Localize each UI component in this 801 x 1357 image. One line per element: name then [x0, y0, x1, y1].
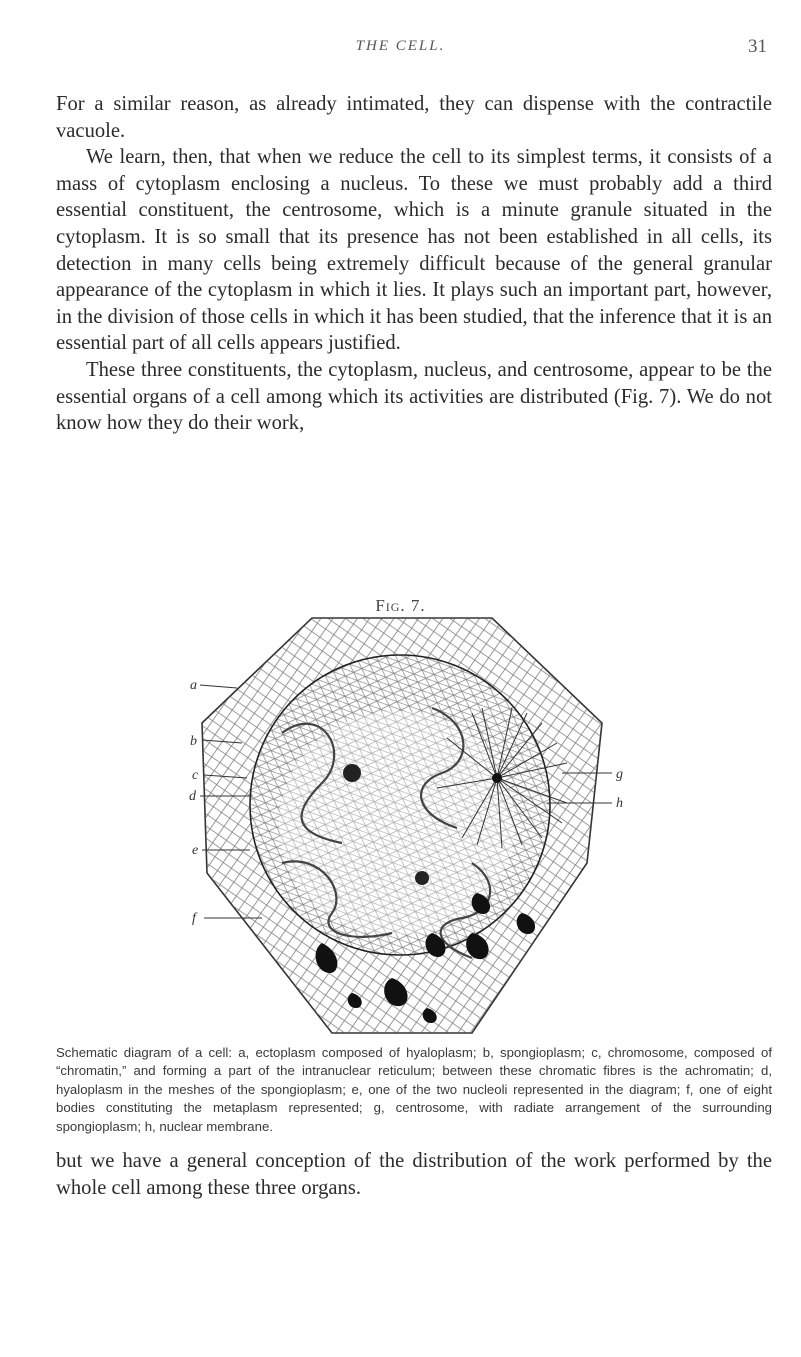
cell-diagram	[172, 613, 632, 1043]
cell-diagram-svg	[172, 613, 632, 1043]
label-g: g	[616, 767, 623, 782]
figure-caption	[56, 1044, 772, 1136]
label-d: d	[189, 789, 196, 804]
page-header	[0, 38, 801, 60]
caption-text: Schematic diagram of a cell: a, ectoplasm composed of hyaloplasm; b, spongioplasm; c, chromosome, composed of “chromatin,” and forming a part of the intranuclear reticulum; between these chromatic fibres is the achromatin; d, hyaloplasm in the meshes of the spongioplasm; e, one of the two nucleoli represented in the diagram; f, one of eight bodies constituting the metaplasm represented; g, centrosome, with radiate arrangement of the surrounding spongioplasm; h, nuclear membrane.	[56, 1045, 772, 1134]
label-e: e	[192, 843, 199, 858]
label-h: h	[616, 796, 623, 811]
running-head: THE CELL.	[355, 38, 446, 54]
figure-title: Fig. 7.	[375, 596, 426, 615]
paragraph-4: but we have a general conception of the distribution of the work performed by the whole cell among these three organs.	[56, 1150, 772, 1199]
label-f: f	[192, 911, 196, 926]
paragraph-2: We learn, then, that when we reduce the cell to its simplest terms, it consists of a mass of cytoplasm enclosing a nucleus. To these we must probably add a third essential constituent, the centrosome, which is a minute granule situated in the cytoplasm. It is so small that its presence has not been established in all cells, its detection in many cells being extremely difficult because of the general granular appearance of the cytoplasm in which it lies. It plays such an important part, however, in the division of those cells in which it has been studied, that the inference that it is an essential part of all cells appears justified.	[56, 146, 772, 355]
body-text-bottom	[56, 1148, 772, 1201]
label-b: b	[190, 734, 197, 749]
page-number: 31	[748, 36, 767, 57]
label-c: c	[192, 768, 199, 783]
paragraph-1: For a similar reason, as already intimated, they can dispense with the contractile vacuole.	[56, 93, 772, 142]
label-a: a	[190, 678, 197, 693]
paragraph-3: These three constituents, the cytoplasm, nucleus, and centrosome, appear to be the essential organs of a cell among which its activities are distributed (Fig. 7). We do not know how they do their work,	[56, 358, 772, 435]
body-text-top	[56, 91, 772, 437]
